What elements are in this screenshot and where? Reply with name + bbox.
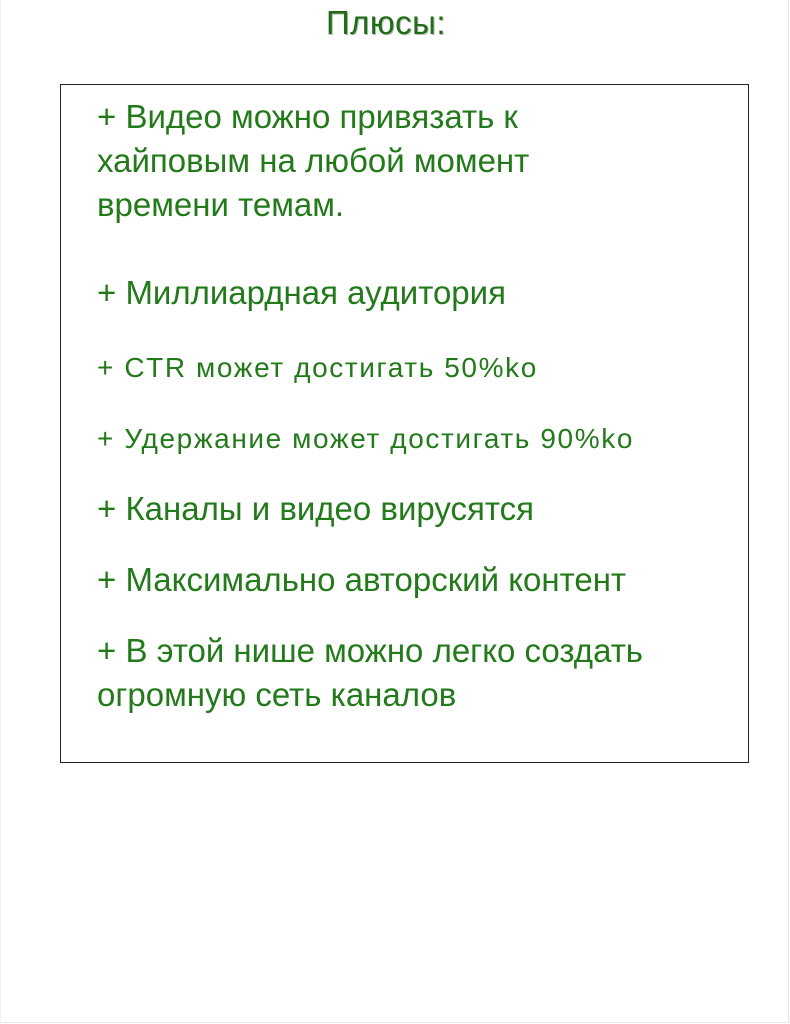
pro-item-retention: + Удержание может достигать 90%ko <box>97 423 634 454</box>
pros-list-box <box>60 84 749 763</box>
pro-item-hype-topics: + Видео можно привязать к хайповым на любой момент времени темам. <box>97 98 530 223</box>
slide-title: Плюсы: <box>325 4 447 41</box>
pro-item-original-content: + Максимально авторский контент <box>97 561 627 598</box>
pro-item-channel-network: + В этой нише можно легко создать огромную сеть каналов <box>97 632 643 713</box>
pro-item-audience: + Миллиардная аудитория <box>97 274 506 311</box>
pro-item-viral: + Каналы и видео вирусятся <box>97 490 534 527</box>
pro-item-ctr: + CTR может достигать 50%ko <box>97 352 538 383</box>
